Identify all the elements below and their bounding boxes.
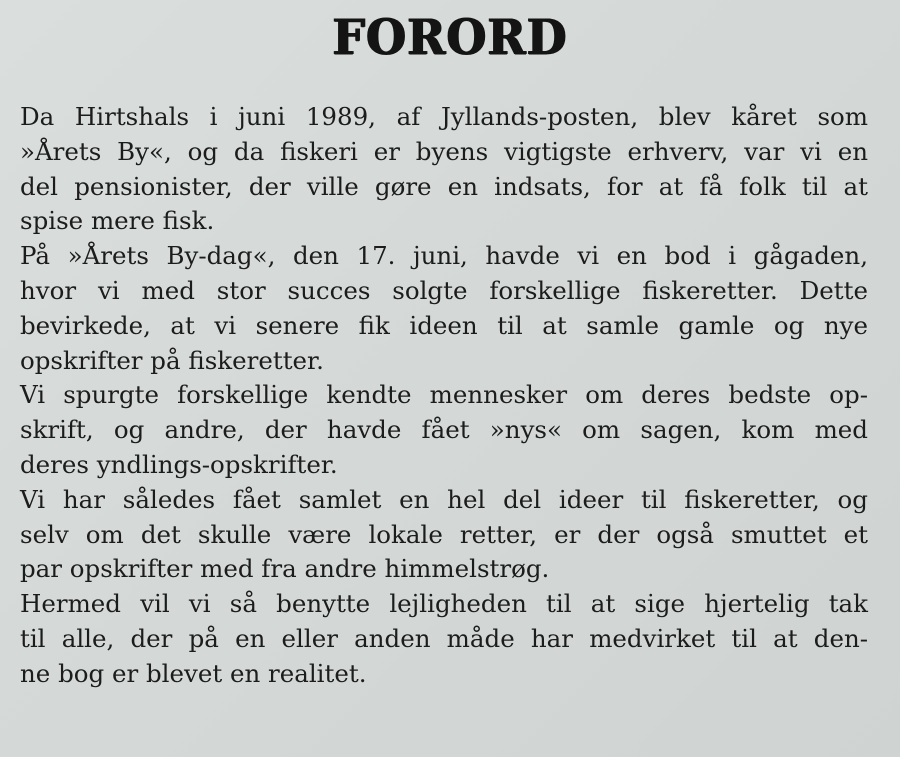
text-line: skrift, og andre, der havde fået »nys« om sagen, kom med — [20, 415, 868, 445]
text-line: Da Hirtshals i juni 1989, af Jyllands-posten, blev kåret som — [20, 102, 868, 131]
text-line: deres yndlings-opskrifter. — [20, 449, 338, 479]
text-line: spise mere fisk. — [20, 206, 215, 236]
text-line: til alle, der på en eller anden måde har medvirket til at den- — [20, 623, 868, 653]
text-line: par opskrifter med fra andre himmelstrøg. — [20, 554, 550, 584]
text-line: hvor vi med stor succes solgte forskellige fiskeretter. Dette — [20, 275, 868, 305]
text-line: »Årets By«, og da fiskeri er byens vigtigste erhverv, var vi en — [20, 136, 868, 166]
text-line: del pensionister, der ville gøre en indsats, for at få folk til at — [20, 171, 868, 201]
text-line: Vi spurgte forskellige kendte mennesker om deres bedste op- — [20, 380, 868, 410]
text-line: Hermed vil vi så benytte lejligheden til at sige hjertelig tak — [20, 589, 868, 619]
text-line: ne bog er blevet en realitet. — [20, 658, 367, 688]
text-line: På »Årets By-dag«, den 17. juni, havde vi en bod i gågaden, — [20, 241, 868, 271]
text-line: Vi har således fået samlet en hel del ideer til fiskeretter, og — [20, 484, 868, 514]
text-line: bevirkede, at vi senere fik ideen til at samle gamle og nye — [20, 310, 868, 340]
text-line: selv om det skulle være lokale retter, er der også smuttet et — [20, 519, 868, 549]
foreword-body — [20, 100, 868, 692]
page-title: FORORD — [332, 8, 568, 66]
text-line: opskrifter på fiskeretter. — [20, 345, 324, 375]
